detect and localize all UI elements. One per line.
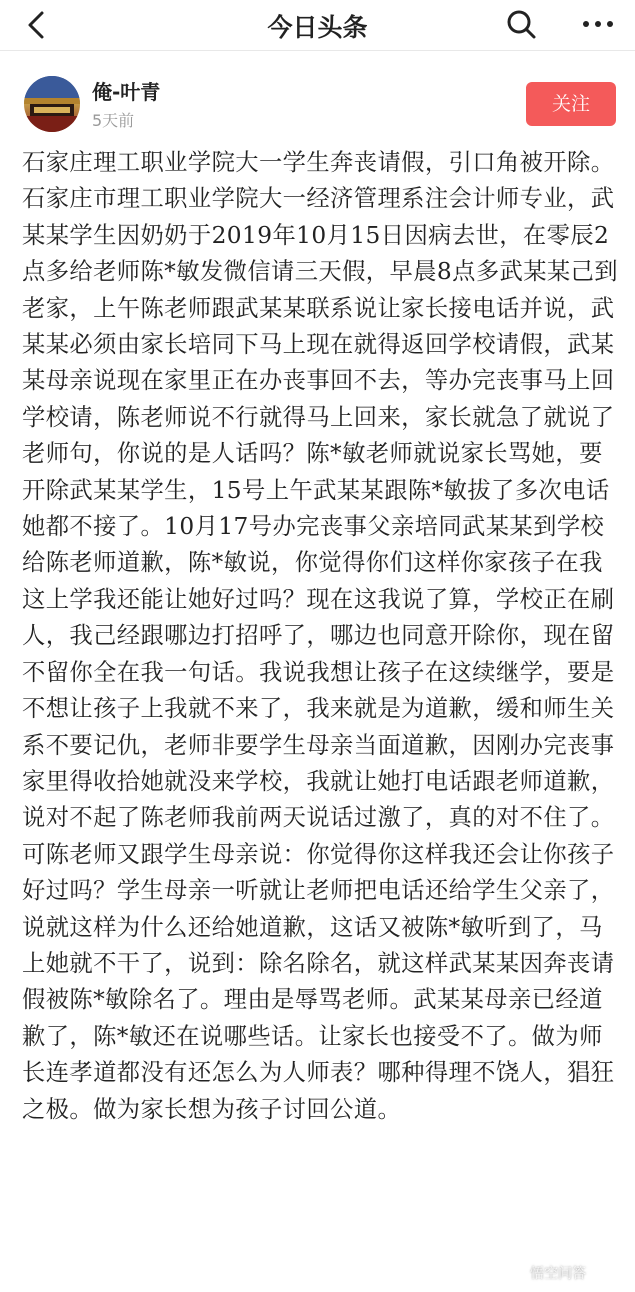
avatar[interactable] [24,76,80,132]
article-body: 石家庄理工职业学院大一学生奔丧请假，引口角被开除。石家庄市理工职业学院大一经济管理系注会计师专业，武某某学生因奶奶于2019年10月15日因病去世，在零辰2点多给老师陈*敏发微信请三天假，早晨8点多武某某己到老家，上午陈老师跟武某某联系说让家长接电话并说，武某某必须由家长培同下马上现在就得返回学校请假，武某某母亲说现在家里正在办丧事回不去，等办完丧事马上回学校请，陈老师说不行就得马上回来，家长就急了就说了老师句，你说的是人话吗？陈*敏老师就说家长骂她，要开除武某某学生，15号上午武某某跟陈*敏拔了多次电话她都不接了。10月17号办完丧事父亲培同武某某到学校给陈老师道歉，陈*敏说，你觉得你们这样你家孩子在我这上学我还能让她好过吗？现在这我说了算，学校正在刷人，我己经跟哪边打招呼了，哪边也同意开除你，现在留不留你全在我一句话。我说我想让孩子在这续继学，要是不想让孩子上我就不来了，我来就是为道歉，缓和师生关系不要记仇，老师非要学生母亲当面道歉，因刚办完丧事家里得收拾她就没来学校，我就让她打电话跟老师道歉，说对不起了陈老师我前两天说话过激了，真的对不住了。可陈老师又跟学生母亲说：你觉得你这样我还会让你孩子好过吗？学生母亲一听就让老师把电话还给学生父亲了，说就这样为什么还给她道歉，这话又被陈*敏听到了，马上她就不干了，说到：除名除名，就这样武某某因奔丧请假被陈*敏除名了。理由是辱骂老师。武某某母亲已经道歉了，陈*敏还在说哪些话。让家长也接受不了。做为师长连孝道都没有还怎么为人师表？哪种得理不饶人，猖狂之极。做为家长想为孩子讨回公道。 [22,149,618,1123]
page-title: 今日头条 [267,13,368,42]
author-header [0,62,635,142]
watermark-text: 悟空问答 [530,1266,586,1282]
more-options-icon[interactable] [578,8,618,40]
search-icon[interactable] [505,8,537,40]
author-name[interactable]: 俺-叶青 [92,80,161,104]
post-time: 5天前 [92,111,135,130]
wukong-logo-icon [508,1263,526,1281]
follow-button[interactable]: 关注 [526,82,616,126]
top-nav-bar [0,0,635,51]
